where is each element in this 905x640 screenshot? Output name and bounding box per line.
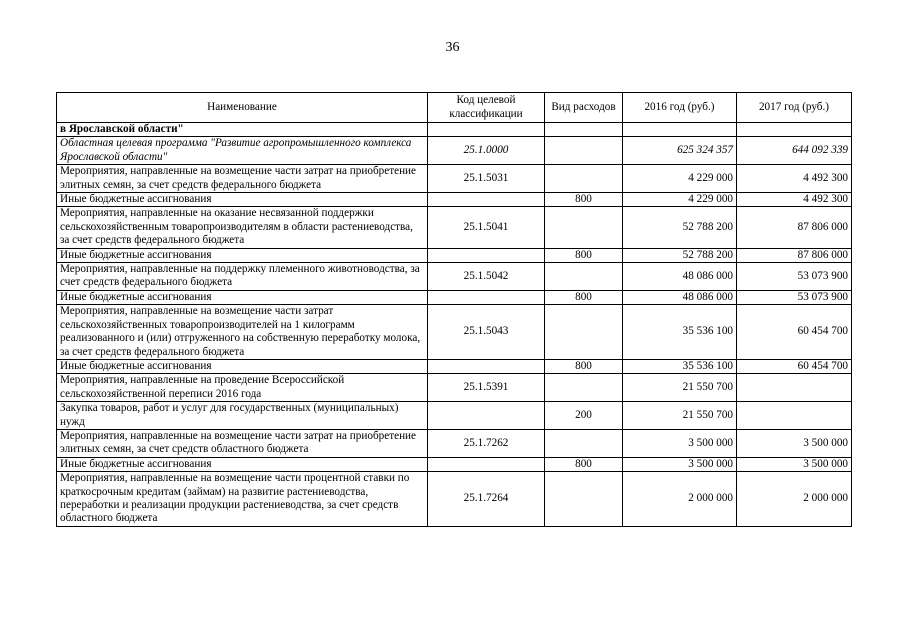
cell-name: Мероприятия, направленные на возмещение части процентной ставки по краткосрочным кредитам (займам) на развитие растениеводства, переработки и реализации продукции растениеводства, за счет средств областного бюджета: [57, 472, 428, 527]
cell-kind: 800: [545, 248, 623, 262]
cell-kind: 800: [545, 457, 623, 471]
cell-2016: 21 550 700: [623, 374, 737, 402]
cell-2017: 87 806 000: [737, 207, 852, 248]
table-row: [57, 123, 852, 137]
header-2017: 2017 год (руб.): [737, 93, 852, 123]
table-header-row: [57, 93, 852, 123]
cell-code: [428, 402, 545, 430]
cell-kind: [545, 137, 623, 165]
cell-code: [428, 123, 545, 137]
cell-code: 25.1.5043: [428, 305, 545, 360]
cell-2016: 625 324 357: [623, 137, 737, 165]
cell-2017: 4 492 300: [737, 165, 852, 193]
cell-kind: [545, 374, 623, 402]
cell-name: Мероприятия, направленные на поддержку племенного животноводства, за счет средств федерального бюджета: [57, 263, 428, 291]
table-row: [57, 457, 852, 471]
cell-2017: 53 073 900: [737, 263, 852, 291]
cell-2017: 644 092 339: [737, 137, 852, 165]
cell-name: Закупка товаров, работ и услуг для государственных (муниципальных) нужд: [57, 402, 428, 430]
table-row: [57, 472, 852, 527]
header-2016: 2016 год (руб.): [623, 93, 737, 123]
cell-kind: 800: [545, 359, 623, 373]
cell-2016: 52 788 200: [623, 207, 737, 248]
cell-2016: 35 536 100: [623, 305, 737, 360]
budget-table: [56, 92, 852, 527]
cell-kind: [545, 207, 623, 248]
cell-2017: 4 492 300: [737, 193, 852, 207]
cell-name: Иные бюджетные ассигнования: [57, 457, 428, 471]
cell-code: 25.1.7264: [428, 472, 545, 527]
cell-kind: [545, 472, 623, 527]
header-kind: Вид расходов: [545, 93, 623, 123]
cell-2017: [737, 374, 852, 402]
cell-2016: 21 550 700: [623, 402, 737, 430]
cell-kind: [545, 123, 623, 137]
cell-name: в Ярославской области": [57, 123, 428, 137]
cell-code: 25.1.5042: [428, 263, 545, 291]
cell-name: Мероприятия, направленные на проведение Всероссийской сельскохозяйственной переписи 2016 года: [57, 374, 428, 402]
cell-name: Мероприятия, направленные на возмещение части затрат сельскохозяйственных товаропроизводителей на 1 килограмм реализованного и (или) отгруженного на собственную переработку молока, за счет средств федерального бюджета: [57, 305, 428, 360]
cell-kind: [545, 263, 623, 291]
cell-2017: [737, 402, 852, 430]
table-row: [57, 193, 852, 207]
table-row: [57, 137, 852, 165]
page-number: 36: [445, 40, 460, 55]
cell-code: [428, 193, 545, 207]
cell-2016: 48 086 000: [623, 290, 737, 304]
cell-2016: 4 229 000: [623, 165, 737, 193]
table-row: [57, 374, 852, 402]
cell-code: 25.1.7262: [428, 429, 545, 457]
cell-code: [428, 248, 545, 262]
cell-code: [428, 290, 545, 304]
cell-name: Мероприятия, направленные на возмещение части затрат на приобретение элитных семян, за счет средств федерального бюджета: [57, 165, 428, 193]
cell-name: Мероприятия, направленные на возмещение части затрат на приобретение элитных семян, за счет средств областного бюджета: [57, 429, 428, 457]
cell-name: Областная целевая программа "Развитие агропромышленного комплекса Ярославской области": [57, 137, 428, 165]
cell-2016: 3 500 000: [623, 457, 737, 471]
cell-2017: [737, 123, 852, 137]
cell-kind: 200: [545, 402, 623, 430]
table-row: [57, 305, 852, 360]
cell-name: Иные бюджетные ассигнования: [57, 359, 428, 373]
cell-name: Иные бюджетные ассигнования: [57, 290, 428, 304]
cell-2017: 2 000 000: [737, 472, 852, 527]
cell-name: Мероприятия, направленные на оказание несвязанной поддержки сельскохозяйственным товаропроизводителям в области растениеводства, за счет средств федерального бюджета: [57, 207, 428, 248]
cell-code: 25.1.0000: [428, 137, 545, 165]
table-body: [57, 123, 852, 527]
cell-2017: 60 454 700: [737, 305, 852, 360]
table-row: [57, 165, 852, 193]
cell-kind: 800: [545, 193, 623, 207]
table-row: [57, 248, 852, 262]
cell-2017: 87 806 000: [737, 248, 852, 262]
table-row: [57, 263, 852, 291]
cell-2017: 3 500 000: [737, 457, 852, 471]
cell-code: [428, 359, 545, 373]
cell-name: Иные бюджетные ассигнования: [57, 193, 428, 207]
cell-kind: [545, 165, 623, 193]
cell-2017: 53 073 900: [737, 290, 852, 304]
cell-kind: [545, 429, 623, 457]
cell-2016: 48 086 000: [623, 263, 737, 291]
cell-name: Иные бюджетные ассигнования: [57, 248, 428, 262]
cell-2017: 60 454 700: [737, 359, 852, 373]
cell-code: 25.1.5041: [428, 207, 545, 248]
header-name: Наименование: [57, 93, 428, 123]
cell-code: 25.1.5031: [428, 165, 545, 193]
cell-2016: 3 500 000: [623, 429, 737, 457]
cell-kind: [545, 305, 623, 360]
table-row: [57, 429, 852, 457]
header-code: Код целевой классификации: [428, 93, 545, 123]
table-row: [57, 359, 852, 373]
cell-kind: 800: [545, 290, 623, 304]
cell-2017: 3 500 000: [737, 429, 852, 457]
cell-code: [428, 457, 545, 471]
cell-2016: 4 229 000: [623, 193, 737, 207]
table-row: [57, 402, 852, 430]
cell-2016: 52 788 200: [623, 248, 737, 262]
cell-2016: 35 536 100: [623, 359, 737, 373]
table-row: [57, 290, 852, 304]
cell-2016: [623, 123, 737, 137]
table-row: [57, 207, 852, 248]
cell-code: 25.1.5391: [428, 374, 545, 402]
cell-2016: 2 000 000: [623, 472, 737, 527]
